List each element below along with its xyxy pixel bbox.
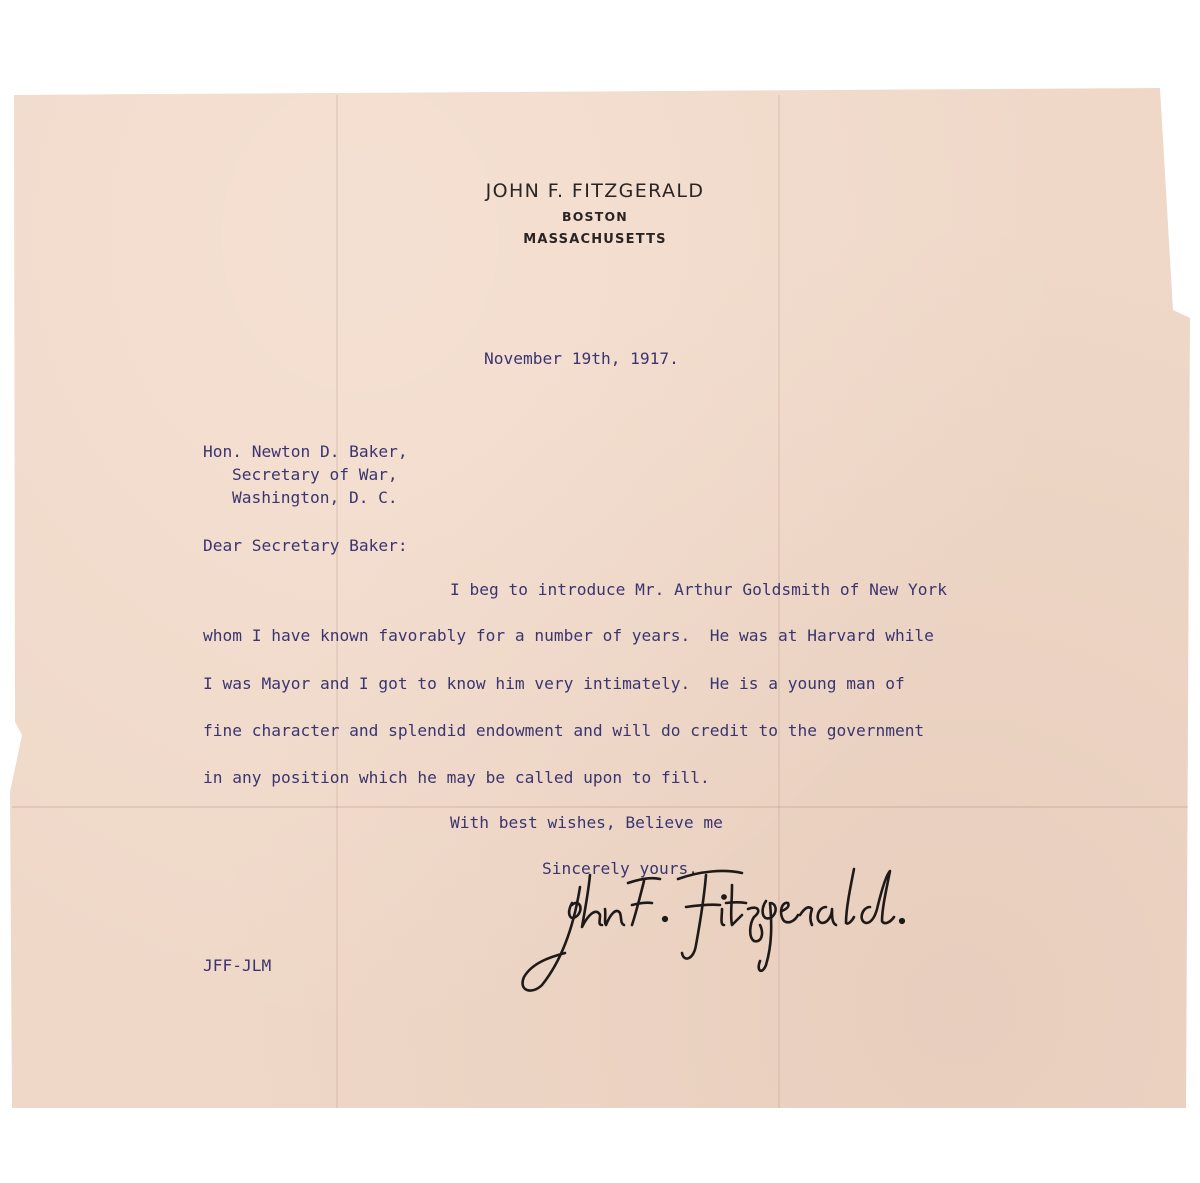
- closing-sincerely: Sincerely yours,: [542, 859, 698, 878]
- body-line-4: fine character and splendid endowment and will do credit to the government: [203, 721, 925, 740]
- letterhead-state: MASSACHUSETTS: [523, 232, 667, 247]
- body-line-2: whom I have known favorably for a number of years. He was at Harvard while: [203, 626, 934, 645]
- body-line-5: in any position which he may be called upon to fill.: [203, 768, 710, 787]
- recipient-line-title: Secretary of War,: [232, 465, 398, 484]
- reference-initials: JFF-JLM: [203, 956, 272, 975]
- letterhead-name: JOHN F. FITZGERALD: [485, 180, 705, 202]
- closing-best-wishes: With best wishes, Believe me: [450, 813, 723, 832]
- paper-fold-horizontal: [12, 806, 1188, 808]
- letterhead-city: BOSTON: [562, 209, 628, 224]
- letter-salutation: Dear Secretary Baker:: [203, 536, 408, 555]
- paper-fold-vertical-left: [336, 95, 338, 1108]
- recipient-line-name: Hon. Newton D. Baker,: [203, 442, 408, 461]
- handwritten-signature: [510, 845, 980, 995]
- recipient-line-city: Washington, D. C.: [232, 488, 398, 507]
- body-line-3: I was Mayor and I got to know him very intimately. He is a young man of: [203, 674, 905, 693]
- body-line-1: I beg to introduce Mr. Arthur Goldsmith of New York: [450, 580, 948, 599]
- letter-date: November 19th, 1917.: [484, 349, 679, 368]
